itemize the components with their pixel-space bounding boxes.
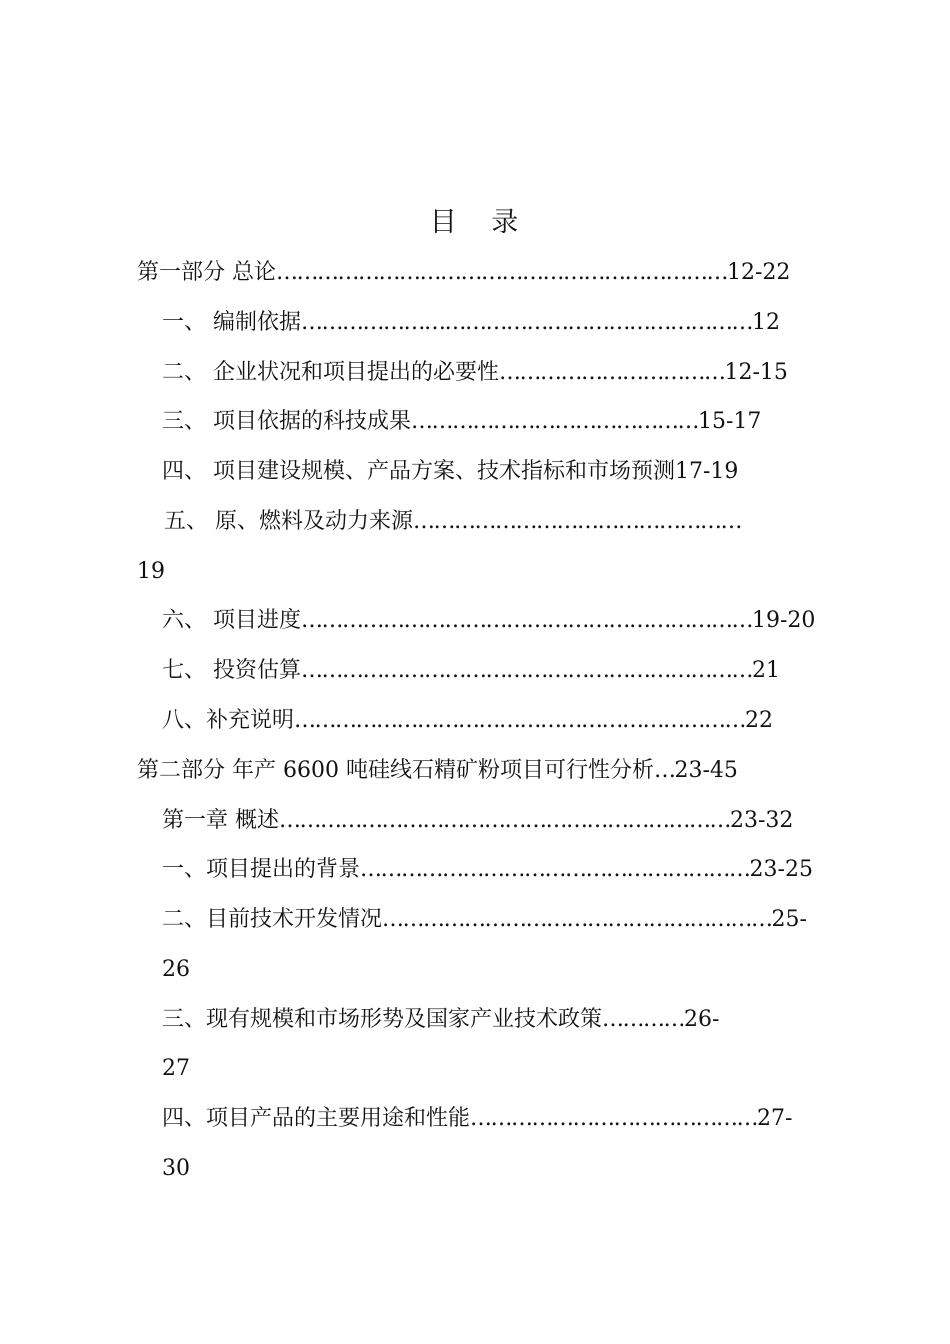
toc-entry-text: 二、 企业状况和项目提出的必要性 (162, 360, 499, 385)
toc-entry-text: 八、补充说明 (162, 708, 295, 733)
toc-leader: ………………………………………………………… (301, 310, 752, 335)
toc-leader: ………………………………………… (413, 509, 741, 534)
toc-page-number: 30 (162, 1156, 190, 1181)
toc-leader: …………………………… (499, 360, 725, 385)
toc-entry-text: 第一部分 总论 (137, 260, 276, 285)
toc-entry[interactable] (137, 756, 738, 786)
toc-leader: … (653, 758, 675, 783)
toc-entry-continuation (137, 557, 165, 587)
toc-title: 目 录 (429, 207, 521, 238)
toc-entry[interactable] (162, 308, 780, 338)
toc-leader: ………………………………………………… (360, 857, 750, 882)
toc-entry[interactable] (162, 706, 773, 736)
toc-entry[interactable] (162, 656, 780, 686)
toc-entry[interactable] (162, 905, 807, 935)
toc-entry-text: 六、 项目进度 (162, 608, 301, 633)
toc-entry[interactable] (162, 606, 815, 636)
toc-page-number: 12-22 (727, 260, 791, 285)
toc-leader: ………………………………………………………… (301, 658, 752, 683)
toc-entry[interactable] (162, 358, 788, 388)
toc-entry[interactable] (137, 258, 790, 288)
toc-entry-text: 第二部分 年产 6600 吨硅线石精矿粉项目可行性分析 (137, 758, 654, 783)
toc-page-number: 26- (684, 1007, 720, 1032)
toc-leader: ………… (602, 1007, 685, 1032)
toc-entry[interactable] (162, 457, 738, 487)
toc-entry[interactable] (164, 507, 741, 537)
toc-leader: …………………………………… (470, 1106, 758, 1131)
toc-entry-text: 三、现有规模和市场形势及国家产业技术政策 (162, 1007, 603, 1032)
toc-entry-continuation (162, 1154, 190, 1184)
toc-entry[interactable] (162, 1005, 719, 1035)
toc-page-number: 26 (162, 957, 190, 982)
toc-leader: ………………………………………………………… (294, 708, 746, 733)
toc-entry-continuation (162, 955, 190, 985)
toc-page-number: 17-19 (675, 459, 739, 484)
toc-entry-text: 五、 原、燃料及动力来源 (164, 509, 413, 534)
toc-entry-text: 七、 投资估算 (162, 658, 301, 683)
toc-page-number: 15-17 (698, 409, 762, 434)
toc-entry-text: 四、项目产品的主要用途和性能 (162, 1106, 471, 1131)
toc-page-number: 27- (757, 1106, 793, 1131)
toc-page-number: 12 (752, 310, 780, 335)
toc-page-number: 23-25 (749, 857, 813, 882)
toc-leader: ………………………………………………… (382, 907, 772, 932)
toc-entry-continuation (162, 1054, 190, 1084)
toc-page-number: 25- (771, 907, 807, 932)
toc-page-number: 23-45 (674, 758, 738, 783)
toc-entry-text: 三、 项目依据的科技成果 (162, 409, 411, 434)
toc-page-number: 23-32 (730, 808, 794, 833)
toc-page-number: 19 (137, 559, 165, 584)
toc-page-number: 22 (745, 708, 774, 733)
toc-entry-text: 一、 编制依据 (162, 310, 301, 335)
toc-entry-text: 二、目前技术开发情况 (162, 907, 383, 932)
toc-leader: ………………………………………………………… (301, 608, 752, 633)
toc-leader: ………………………………………………………… (276, 260, 727, 285)
toc-entry-text: 第一章 概述 (162, 808, 279, 833)
toc-entry[interactable] (162, 1104, 792, 1134)
toc-page-number: 27 (162, 1056, 190, 1081)
toc-leader: …………………………………… (411, 409, 698, 434)
toc-entry-text: 四、 项目建设规模、产品方案、技术指标和市场预测 (162, 459, 675, 484)
toc-page-number: 12-15 (724, 360, 788, 385)
toc-page-number: 21 (752, 658, 780, 683)
toc-entry-text: 一、项目提出的背景 (162, 857, 361, 882)
toc-entry[interactable] (162, 407, 761, 437)
toc-entry[interactable] (162, 855, 813, 885)
toc-page-number: 19-20 (752, 608, 816, 633)
toc-entry[interactable] (162, 806, 793, 836)
toc-leader: ………………………………………………………… (279, 808, 730, 833)
